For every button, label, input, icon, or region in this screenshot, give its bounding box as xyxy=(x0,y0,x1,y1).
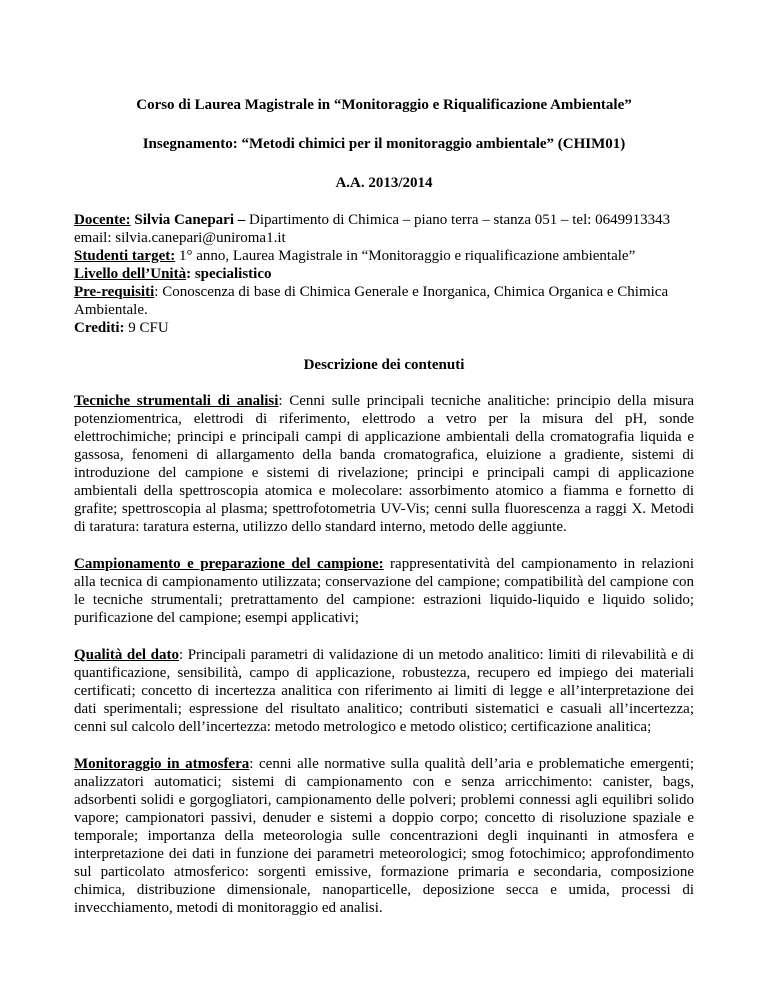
section-text: rappresentatività del campionamento in relazioni alla tecnica di campionamento utilizzata; conservazione del campione; compatibilità del campione con le tecniche strumentali; pretrattamento del campione: estrazioni liquido-liquido e liquido solido; purificazione del campione; esempi applicativi; xyxy=(74,556,694,626)
section-title: Qualità del dato xyxy=(74,647,179,663)
email-line: email: silvia.canepari@uniroma1.it xyxy=(74,230,286,246)
section-tecniche xyxy=(74,392,694,536)
section-title: Monitoraggio in atmosfera xyxy=(74,756,250,772)
crediti-label: Crediti: xyxy=(74,320,125,336)
livello-value: : specialistico xyxy=(186,266,272,282)
course-info xyxy=(74,211,694,337)
docente-line xyxy=(74,211,694,229)
docente-details: Dipartimento di Chimica – piano terra – stanza 051 – tel: 0649913343 xyxy=(245,212,671,228)
academic-year: A.A. 2013/2014 xyxy=(335,175,433,191)
section-text: : cenni alle normative sulla qualità dell’aria e problematiche emergenti; analizzatori automatici; sistemi di campionamento con e senza arricchimento: canister, bags, adsorbenti solidi e gorgogliatori, campionamento delle polveri; problemi connessi agli equilibri solido vapore; campionatori passivi, denuder e sistemi a doppio corpo; concetto di risoluzione spaziale e temporale; importanza della meteorologia sulle concentrazioni degli inquinanti in atmosfera e interpretazione dei dati in funzione dei parametri meteorologici; smog fotochimico; approfondimento sul particolato atmosferico: sorgenti emissive, formazione primaria e secondaria, composizione chimica, distribuzione dimensionale, nanoparticelle, deposizione secca e umida, processi di invecchiamento, metodi di monitoraggio ed analisi. xyxy=(74,756,694,916)
crediti-line xyxy=(74,319,694,337)
prereq-value: : Conoscenza di base di Chimica Generale e Inorganica, Chimica Organica e Chimica Ambientale. xyxy=(74,284,669,318)
course-title: Corso di Laurea Magistrale in “Monitoraggio e Riqualificazione Ambientale” xyxy=(136,97,632,113)
section-qualita xyxy=(74,646,694,736)
section-title: Tecniche strumentali di analisi xyxy=(74,393,279,409)
section-campionamento xyxy=(74,555,694,627)
prereq-label: Pre-requisiti xyxy=(74,284,155,300)
studenti-label: Studenti target: xyxy=(74,248,176,264)
contents-heading: Descrizione dei contenuti xyxy=(303,357,465,373)
subject-title: Insegnamento: “Metodi chimici per il monitoraggio ambientale” (CHIM01) xyxy=(142,136,626,152)
section-title: Campionamento e preparazione del campione: xyxy=(74,556,384,572)
prereq-line xyxy=(74,283,694,319)
docente-label: Docente: xyxy=(74,212,131,228)
livello-label: Livello dell’Unità xyxy=(74,266,187,282)
studenti-line xyxy=(74,247,694,265)
section-text: : Principali parametri di validazione di un metodo analitico: limiti di rilevabilità e di quantificazione, sensibilità, campo di applicazione, robustezza, recupero ed impiego dei materiali certificati; concetto di incertezza analitica con riferimento ai limiti di legge e all’interpretazione dei dati sperimentali; espressione del risultato analitico; contributi sistematici e casuali all’incertezza; cenni sul calcolo dell’incertezza: metodo metrologico e metodo olistico; certificazione analitica; xyxy=(74,647,694,735)
studenti-value: 1° anno, Laurea Magistrale in “Monitoraggio e riqualificazione ambientale” xyxy=(175,248,636,264)
crediti-value: 9 CFU xyxy=(124,320,169,336)
document-page xyxy=(74,96,694,936)
section-monitoraggio xyxy=(74,755,694,917)
docente-name: Silvia Canepari – xyxy=(130,212,246,228)
section-text: : Cenni sulle principali tecniche analitiche: principio della misura potenziomentrica, elettrodi di riferimento, elettrodo a vetro per la misura del pH, sonde elettrochimiche; principi e principali campi di applicazione ambientali della cromatografia liquida e gassosa, fenomeni di allargamento della banda cromatografica, eluizione a gradiente, sistemi di introduzione del campione e sistemi di rivelazione; principi e principali campi di applicazione ambientali della spettroscopia atomica e molecolare: assorbimento atomico a fiamma e fornetto di grafite; spettroscopia al plasma; spettrofotometria UV-Vis; cenni sulla fluorescenza a raggi X. Metodi di taratura: taratura esterna, utilizzo dello standard interno, metodo delle aggiunte. xyxy=(74,393,694,535)
livello-line xyxy=(74,265,694,283)
